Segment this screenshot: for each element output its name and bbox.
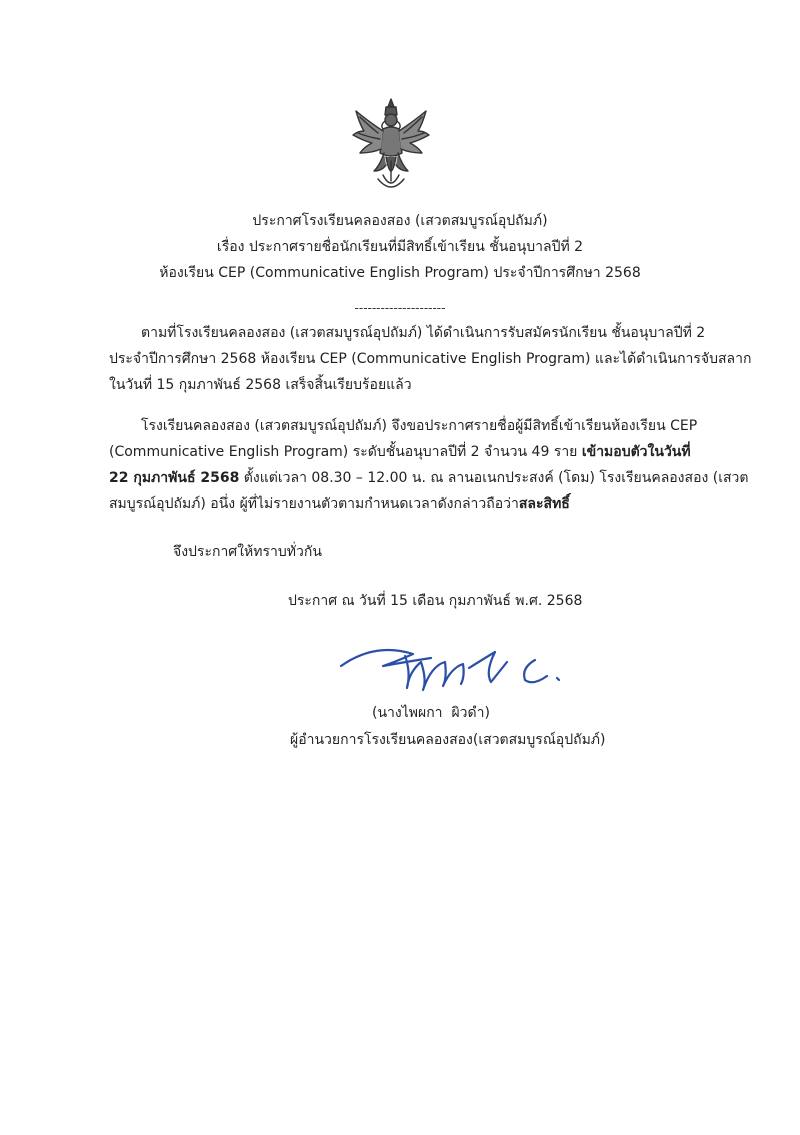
signer-title: ผู้อำนวยการโรงเรียนคลองสอง(เสวตสมบูรณ์อุปถัมภ์)	[290, 732, 606, 748]
announcement-date: ประกาศ ณ วันที่ 15 เดือน กุมภาพันธ์ พ.ศ. 2568	[288, 593, 583, 609]
paragraph-2-line-2-text: (Communicative English Program) ระดับชั้นอนุบาลปีที่ 2 จำนวน 49 ราย	[109, 444, 582, 460]
garuda-emblem-icon	[350, 95, 432, 195]
paragraph-2-line-1: โรงเรียนคลองสอง (เสวตสมบูรณ์อุปถัมภ์) จึงขอประกาศรายชื่อผู้มีสิทธิ์เข้าเรียนห้องเรียน CEP	[141, 418, 698, 434]
header-line-1: ประกาศโรงเรียนคลองสอง (เสวตสมบูรณ์อุปถัมภ์)	[252, 213, 548, 229]
header-line-3: ห้องเรียน CEP (Communicative English Program) ประจำปีการศึกษา 2568	[159, 265, 641, 281]
signer-name: (นางไพผกา ผิวดำ)	[372, 705, 490, 721]
report-date: 22 กุมภาพันธ์ 2568	[109, 470, 240, 486]
announcement-header	[0, 208, 800, 286]
closing-statement: จึงประกาศให้ทราบทั่วกัน	[173, 544, 322, 560]
header-line-2: เรื่อง ประกาศรายชื่อนักเรียนที่มีสิทธิ์เข้าเรียน ชั้นอนุบาลปีที่ 2	[216, 239, 584, 255]
paragraph-1-line-2: ประจำปีการศึกษา 2568 ห้องเรียน CEP (Communicative English Program) และได้ดำเนินการจับสลาก	[109, 351, 752, 367]
paragraph-2	[109, 413, 749, 517]
forfeit-notice: สละสิทธิ์	[518, 496, 570, 512]
paragraph-2-line-4	[109, 491, 739, 517]
header-divider: ---------------------	[354, 301, 446, 315]
report-day-label: เข้ามอบตัวในวันที่	[581, 444, 691, 460]
paragraph-1	[109, 320, 752, 398]
paragraph-1-line-3: ในวันที่ 15 กุมภาพันธ์ 2568 เสร็จสิ้นเรียบร้อยแล้ว	[109, 377, 412, 393]
paragraph-2-line-4-text: สมบูรณ์อุปถัมภ์) อนึ่ง ผู้ที่ไม่รายงานตัวตามกำหนดเวลาดังกล่าวถือว่า	[109, 496, 519, 512]
paragraph-2-line-3	[109, 465, 749, 491]
paragraph-1-line-1: ตามที่โรงเรียนคลองสอง (เสวตสมบูรณ์อุปถัมภ์) ได้ดำเนินการรับสมัครนักเรียน ชั้นอนุบาลปีที่ 2	[141, 325, 706, 341]
paragraph-2-line-3-text: ตั้งแต่เวลา 08.30 – 12.00 น. ณ ลานอเนกประสงค์ (โดม) โรงเรียนคลองสอง (เสวต	[239, 470, 749, 486]
paragraph-2-line-2	[109, 439, 739, 465]
signature-icon	[335, 632, 605, 702]
